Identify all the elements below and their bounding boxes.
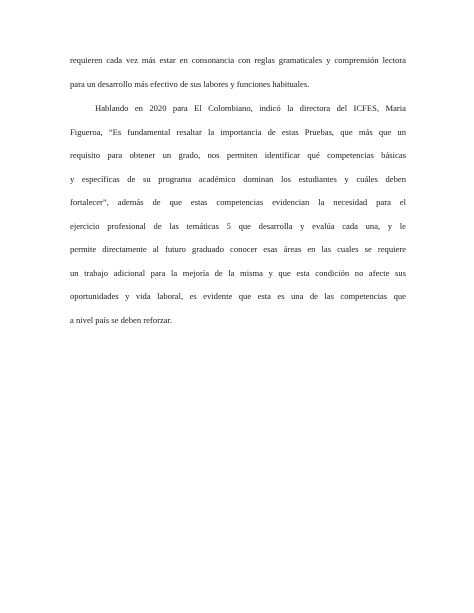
- text-line: y específicas de su programa académico dominan los estudiantes y cuáles deben: [70, 173, 406, 184]
- body-text: [70, 49, 406, 332]
- text-line: oportunidades y vida laboral, es evidente que esta es una de las competencias que: [70, 291, 406, 301]
- text-line: Figueroa, “Es fundamental resaltar la importancia de estas Pruebas, que más que un: [70, 126, 406, 137]
- text-line: permite directamente al futuro graduado conocer esas áreas en las cuales se requiere: [70, 244, 406, 254]
- text-line: para un desarrollo más efectivo de sus labores y funciones habituales.: [70, 78, 310, 89]
- text-line: fortalecer”, además de que estas competencias evidencian la necesidad para el: [70, 197, 406, 207]
- text-line: un trabajo adicional para la mejoría de la misma y que esta condición no afecte sus: [70, 267, 406, 278]
- text-line: ejercicio profesional de las temáticas 5 que desarrolla y evalúa cada una, y le: [70, 220, 406, 231]
- text-line: a nivel país se deben reforzar.: [70, 314, 173, 325]
- text-line: requisito para obtener un grado, nos permiten identificar qué competencias básicas: [70, 150, 406, 160]
- text-line: Hablando en 2020 para El Colombiano, indicó la directora del ICFES, Maria: [95, 103, 406, 113]
- text-line: requieren cada vez más estar en consonancia con reglas gramaticales y comprensión lectora: [70, 55, 406, 65]
